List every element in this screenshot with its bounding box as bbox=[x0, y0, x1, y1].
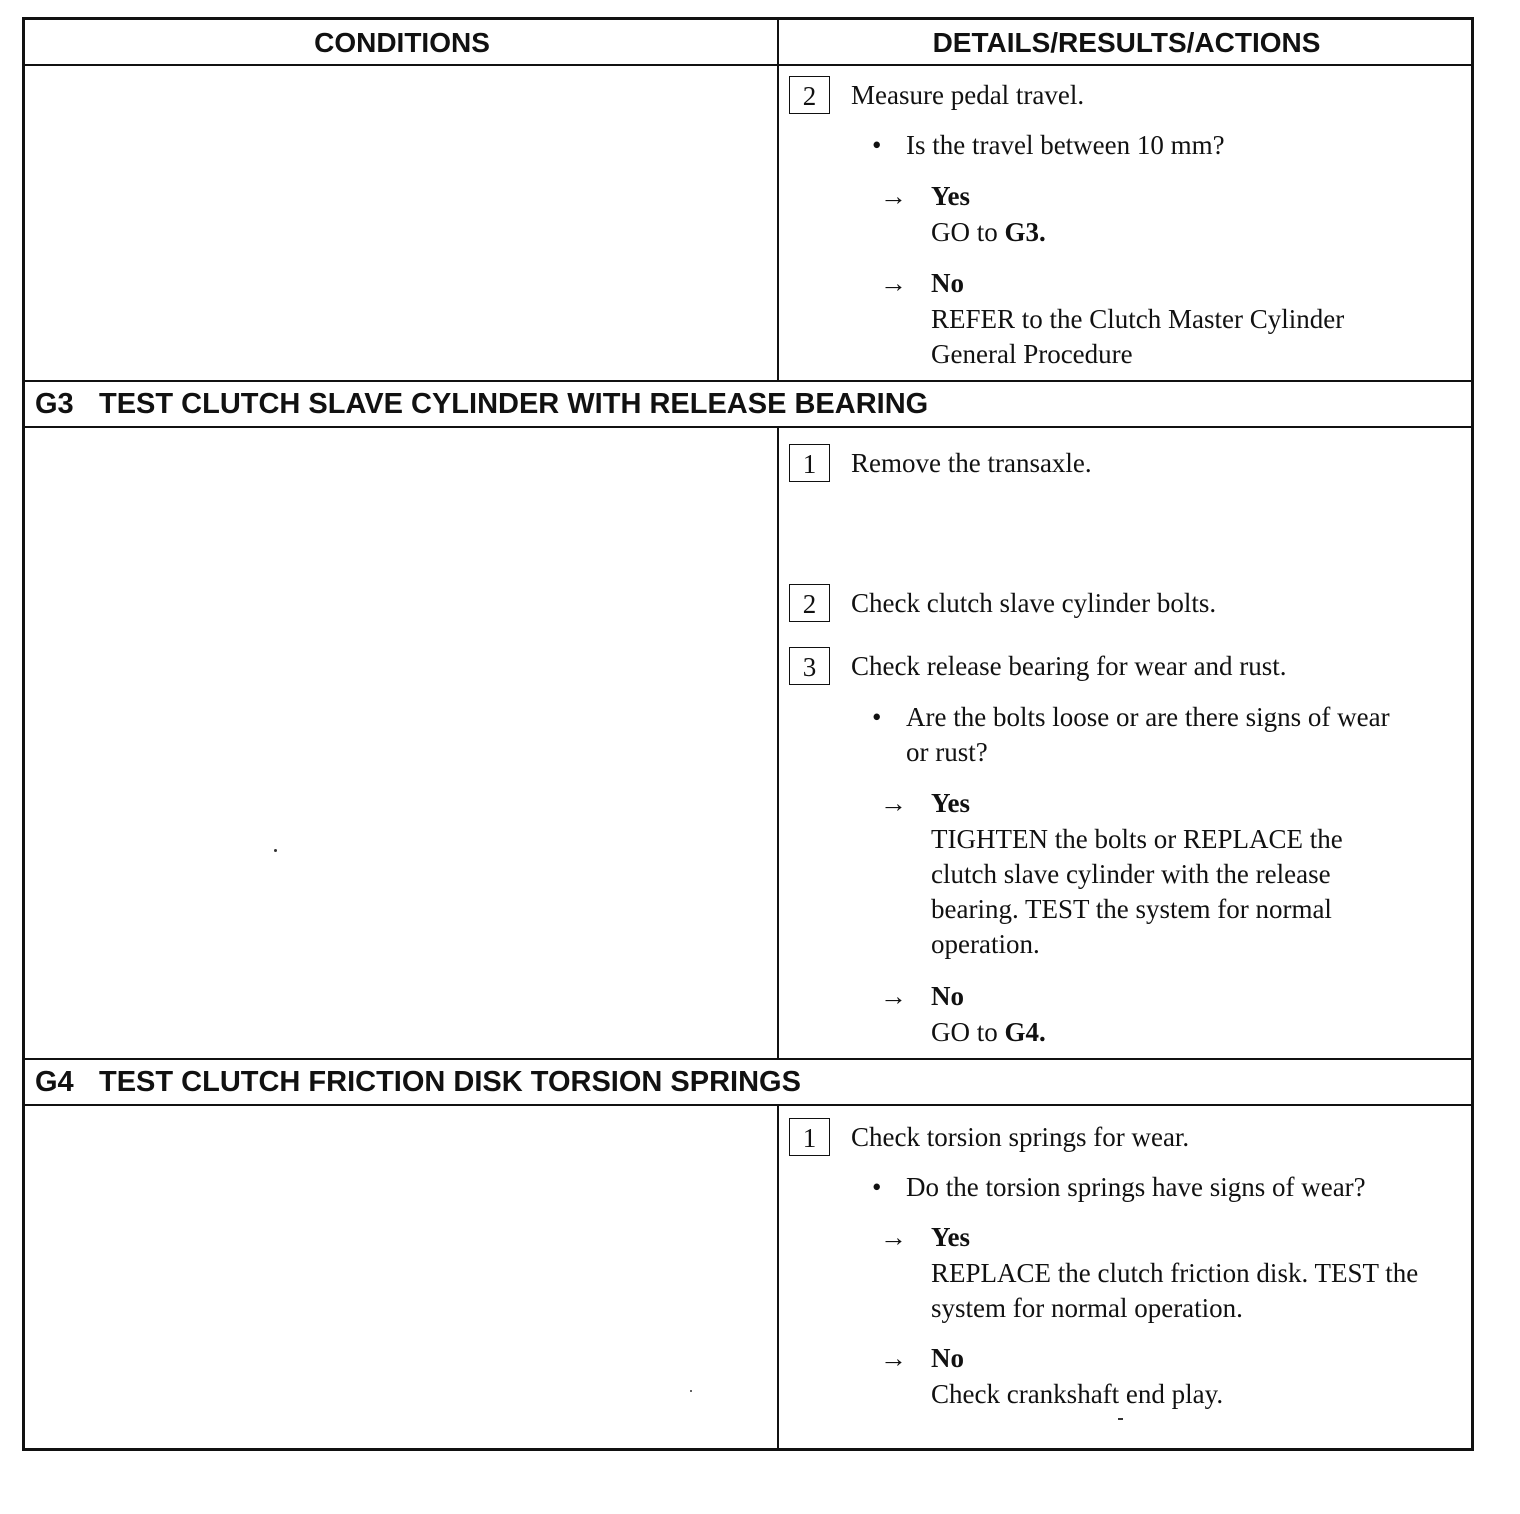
step-text: Measure pedal travel. bbox=[851, 80, 1085, 110]
no-action: REFER to the Clutch Master Cylinder General Procedure bbox=[931, 304, 1345, 369]
step-text: Remove the transaxle. bbox=[851, 448, 1092, 478]
no-action: GO to G4. bbox=[931, 1017, 1046, 1047]
scan-speck bbox=[274, 849, 277, 852]
no-action: Check crankshaft end play. bbox=[931, 1379, 1224, 1409]
arrow-icon: → bbox=[880, 1222, 907, 1252]
column-divider bbox=[777, 1105, 779, 1451]
step-text: Check torsion springs for wear. bbox=[851, 1122, 1190, 1152]
goto-reference: G4. bbox=[1004, 1017, 1046, 1047]
step-number-box: 1 bbox=[789, 444, 830, 482]
column-divider bbox=[777, 427, 779, 1060]
yes-label: Yes bbox=[931, 788, 970, 818]
step-number-box: 3 bbox=[789, 647, 830, 685]
details-column-header: DETAILS/RESULTS/ACTIONS bbox=[932, 27, 1321, 58]
yes-action: TIGHTEN the bolts or REPLACE the clutch slave cylinder with the release bearing. TEST the system for normal operation. bbox=[931, 824, 1343, 959]
g3-section-bottom-rule bbox=[25, 426, 1471, 428]
bullet-icon: • bbox=[872, 1172, 882, 1202]
conditions-column-header: CONDITIONS bbox=[314, 27, 490, 58]
g3-section-header bbox=[35, 383, 928, 425]
g3-title: TEST CLUTCH SLAVE CYLINDER WITH RELEASE BEARING bbox=[99, 388, 929, 420]
question-text: Do the torsion springs have signs of wear? bbox=[906, 1172, 1366, 1202]
arrow-icon: → bbox=[880, 268, 907, 298]
bullet-icon: • bbox=[872, 130, 882, 160]
g4-section-bottom-rule bbox=[25, 1104, 1471, 1106]
step-number-box: 2 bbox=[789, 584, 830, 622]
step-number-box: 1 bbox=[789, 1118, 830, 1156]
column-divider bbox=[777, 20, 779, 382]
bullet-icon: • bbox=[872, 702, 882, 732]
g4-code: G4 bbox=[35, 1066, 74, 1098]
g4-section-header bbox=[35, 1061, 801, 1103]
g4-section-top-rule bbox=[25, 1058, 1471, 1060]
no-label: No bbox=[931, 981, 964, 1011]
question-text: Is the travel between 10 mm? bbox=[906, 130, 1225, 160]
step-text: Check clutch slave cylinder bolts. bbox=[851, 588, 1217, 618]
step-number-box: 2 bbox=[789, 76, 830, 114]
goto-reference: G3. bbox=[1004, 217, 1046, 247]
arrow-icon: → bbox=[880, 181, 907, 211]
arrow-icon: → bbox=[880, 1343, 907, 1373]
g3-code: G3 bbox=[35, 388, 74, 420]
header-divider bbox=[25, 64, 1471, 66]
scan-speck bbox=[690, 1390, 692, 1392]
arrow-icon: → bbox=[880, 981, 907, 1011]
scan-speck bbox=[1118, 1418, 1123, 1420]
no-label: No bbox=[931, 1343, 964, 1373]
g4-title: TEST CLUTCH FRICTION DISK TORSION SPRINGS bbox=[99, 1066, 801, 1098]
no-label: No bbox=[931, 268, 964, 298]
yes-label: Yes bbox=[931, 1222, 970, 1252]
arrow-icon: → bbox=[880, 788, 907, 818]
yes-action: REPLACE the clutch friction disk. TEST the system for normal operation. bbox=[931, 1258, 1419, 1323]
yes-action: GO to G3. bbox=[931, 217, 1046, 247]
g3-section-top-rule bbox=[25, 380, 1471, 382]
yes-label: Yes bbox=[931, 181, 970, 211]
step-text: Check release bearing for wear and rust. bbox=[851, 651, 1287, 681]
question-text: Are the bolts loose or are there signs of wear or rust? bbox=[906, 702, 1390, 767]
